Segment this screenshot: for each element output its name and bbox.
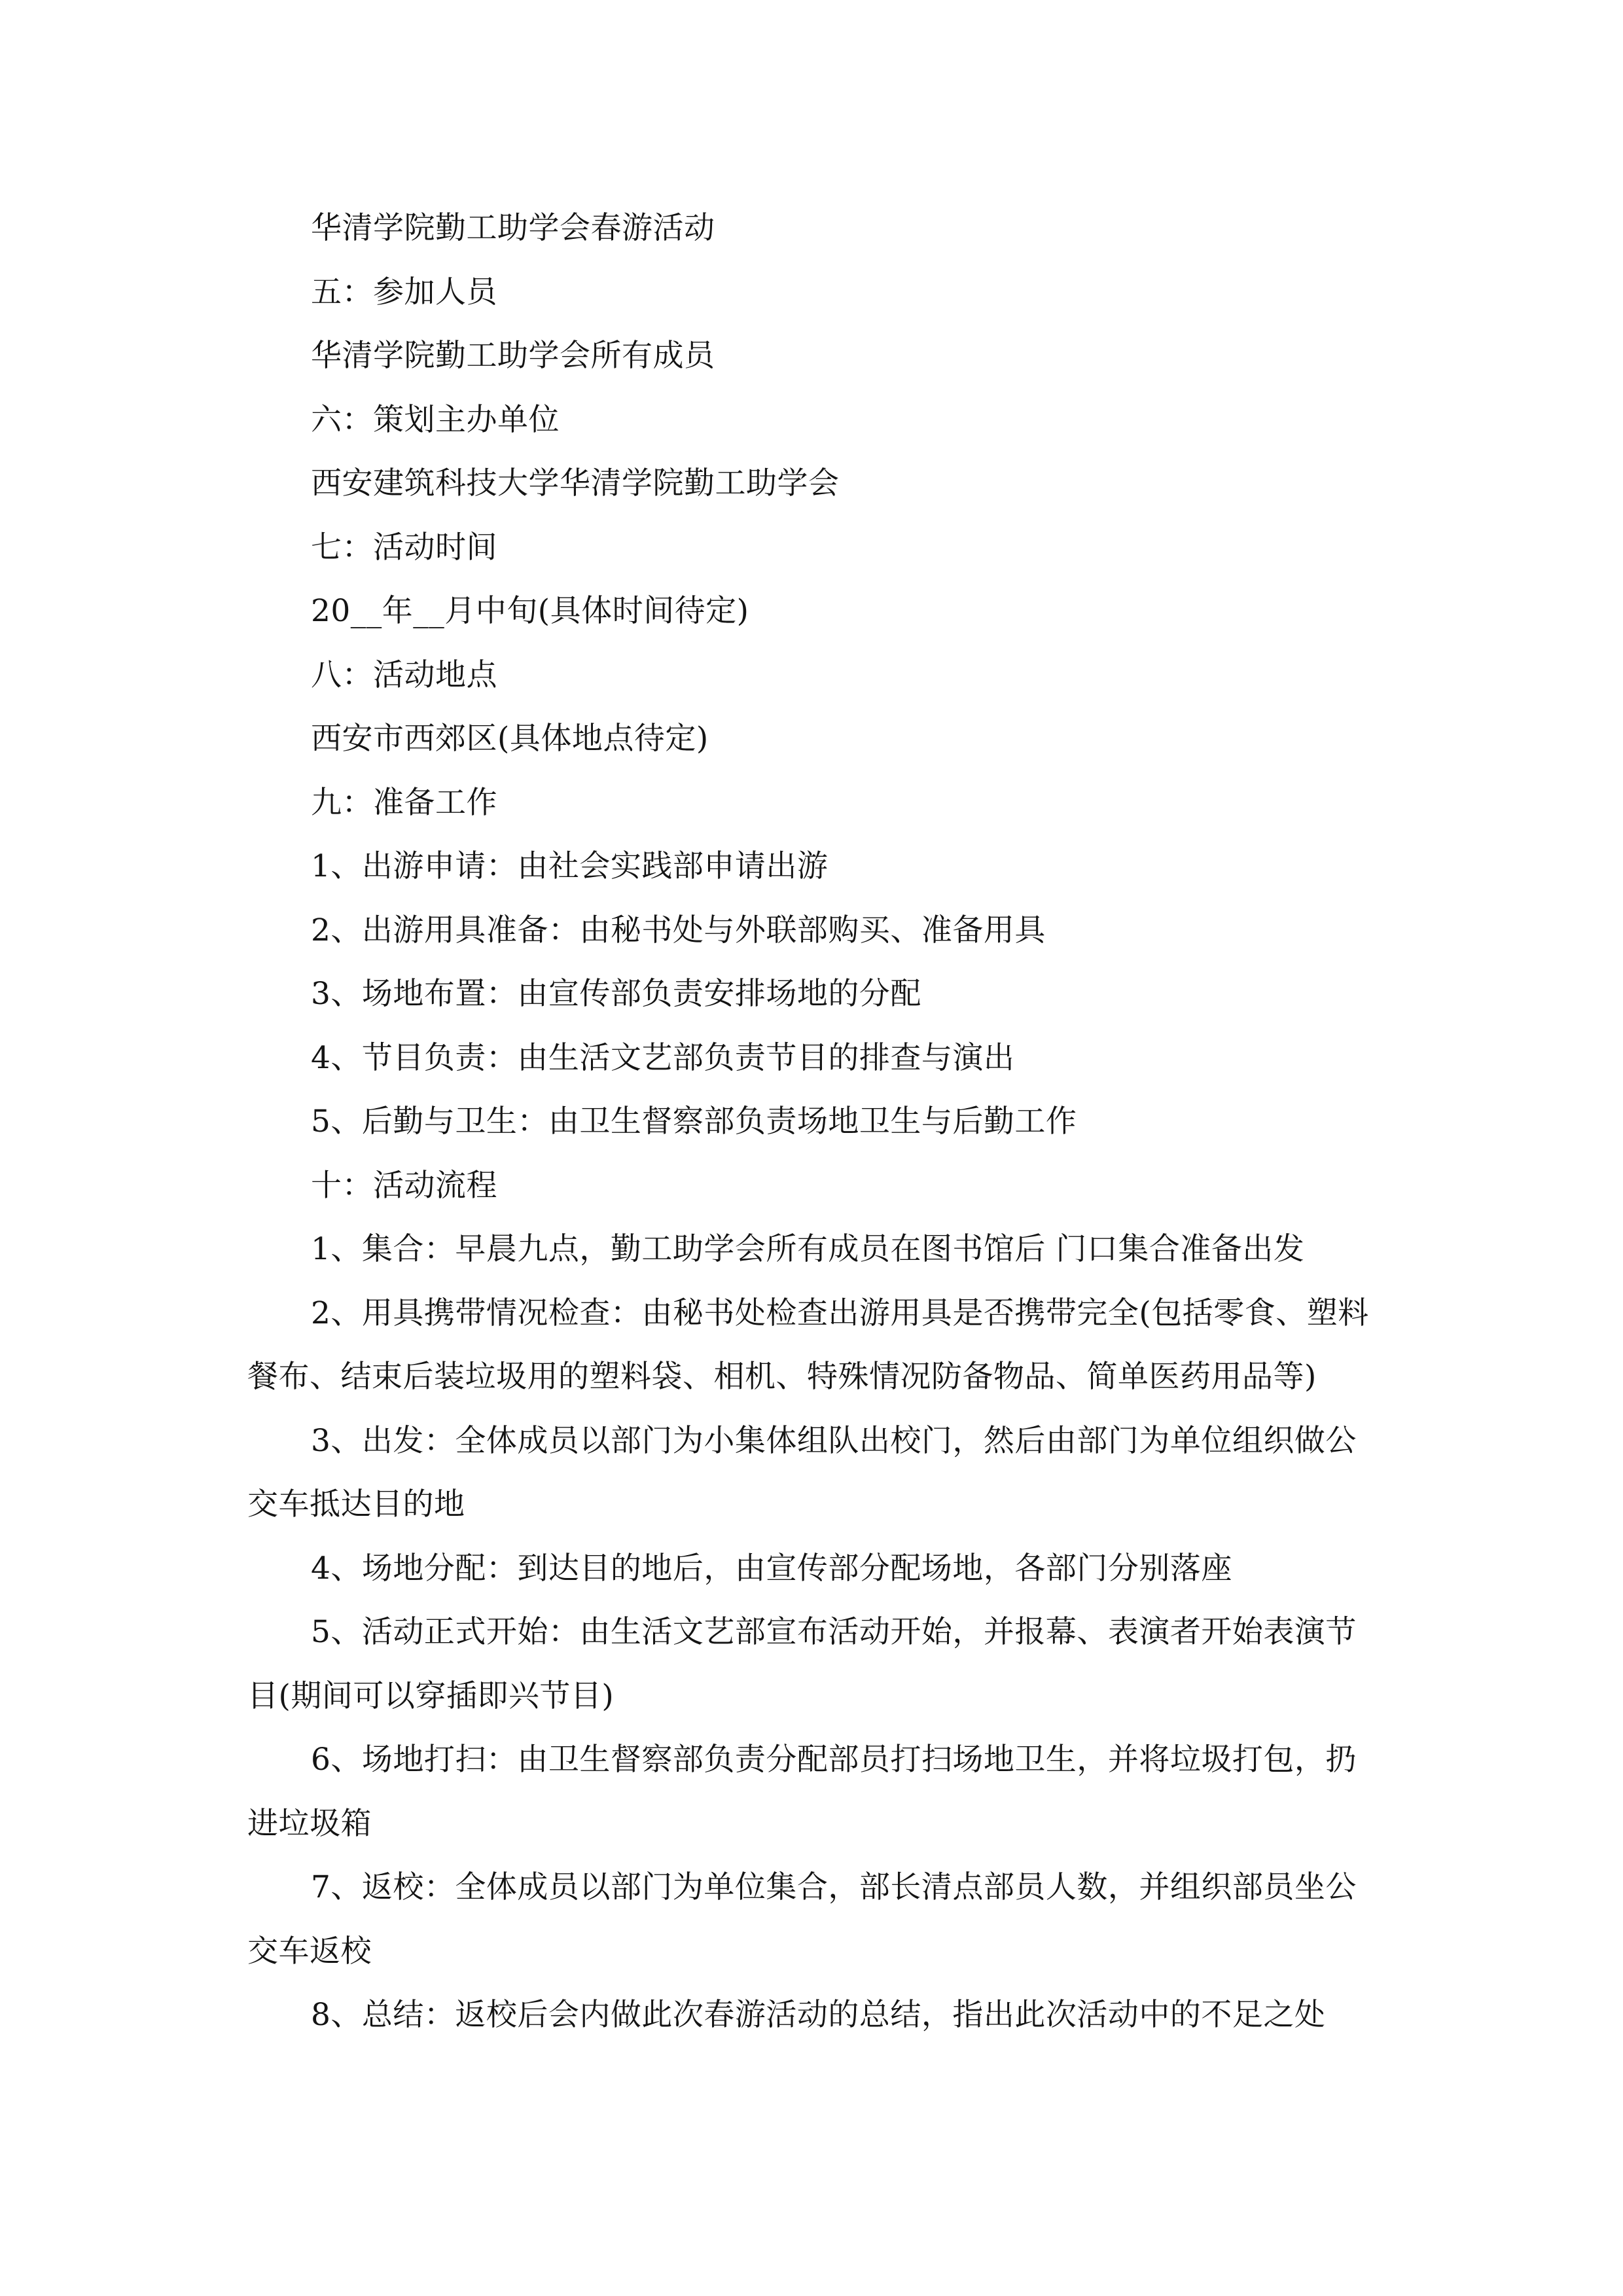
- list-item: 5、活动正式开始：由生活文艺部宣布活动开始，并报幕、表演者开始表演节目(期间可以穿插即兴节目): [247, 1614, 1357, 1714]
- heading-activity-location: 八：活动地点: [311, 656, 497, 693]
- list-item: 7、返校：全体成员以部门为单位集合，部长清点部员人数，并组织部员坐公交车返校: [247, 1869, 1357, 1969]
- list-item: 6、场地打扫：由卫生督察部负责分配部员打扫场地卫生，并将垃圾打包，扔进垃圾箱: [247, 1742, 1357, 1842]
- paragraph-activity-location: 西安市西郊区(具体地点待定): [311, 721, 709, 757]
- heading-activity-time: 七：活动时间: [311, 529, 497, 565]
- list-item: 4、节目负责：由生活文艺部负责节目的排查与演出: [311, 1039, 1015, 1076]
- list-item: 2、出游用具准备：由秘书处与外联部购买、准备用具: [311, 912, 1046, 948]
- list-item: 3、场地布置：由宣传部负责安排场地的分配: [311, 976, 921, 1012]
- paragraph-activity-name: 华清学院勤工助学会春游活动: [311, 210, 715, 246]
- heading-participants: 五：参加人员: [311, 274, 497, 310]
- list-item: 1、出游申请：由社会实践部申请出游: [311, 848, 829, 884]
- list-item: 3、出发：全体成员以部门为小集体组队出校门，然后由部门为单位组织做公交车抵达目的地: [247, 1422, 1357, 1522]
- list-item: 8、总结：返校后会内做此次春游活动的总结，指出此次活动中的不足之处: [311, 1997, 1326, 2033]
- heading-organizer: 六：策划主办单位: [311, 401, 560, 438]
- paragraph-organizer: 西安建筑科技大学华清学院勤工助学会: [311, 465, 840, 501]
- document-body: [247, 196, 1381, 2047]
- paragraph-activity-time: 20__年__月中旬(具体时间待定): [311, 593, 749, 629]
- heading-preparation: 九：准备工作: [311, 784, 497, 821]
- list-item: 5、后勤与卫生：由卫生督察部负责场地卫生与后勤工作: [311, 1103, 1077, 1139]
- list-item: 2、用具携带情况检查：由秘书处检查出游用具是否携带完全(包括零食、塑料餐布、结束后装垃圾用的塑料袋、相机、特殊情况防备物品、简单医药用品等): [247, 1295, 1369, 1395]
- paragraph-participants: 华清学院勤工助学会所有成员: [311, 338, 715, 374]
- heading-activity-process: 十：活动流程: [311, 1167, 497, 1204]
- list-item: 1、集合：早晨九点，勤工助学会所有成员在图书馆后 门口集合准备出发: [311, 1231, 1305, 1267]
- list-item: 4、场地分配：到达目的地后，由宣传部分配场地，各部门分别落座: [311, 1550, 1232, 1587]
